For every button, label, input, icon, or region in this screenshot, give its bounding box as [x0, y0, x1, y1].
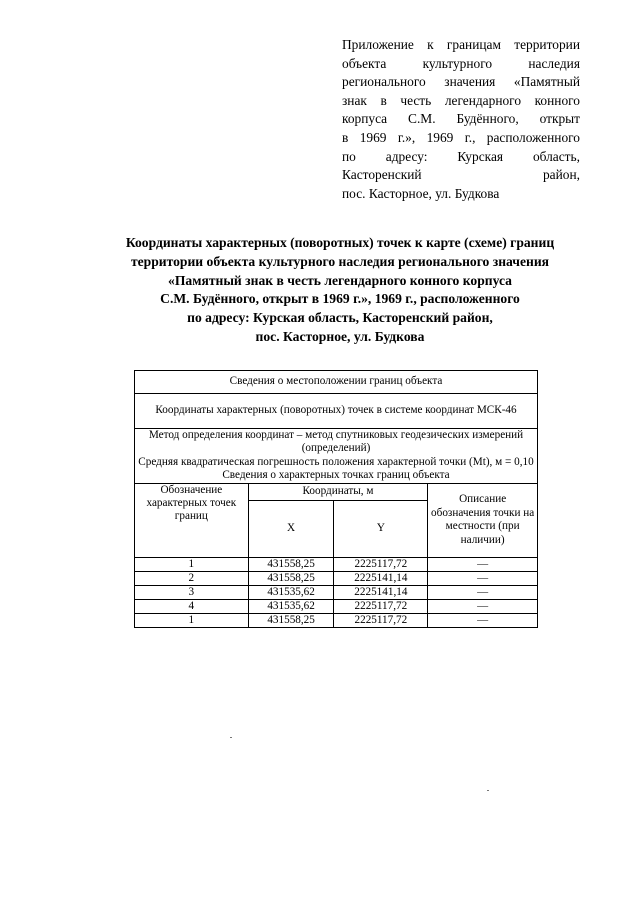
appendix-line: пос. Касторное, ул. Будкова	[342, 185, 500, 201]
title-line: С.М. Будённого, открыт в 1969 г.», 1969 г., расположенного	[160, 291, 520, 307]
method-cell	[135, 429, 538, 484]
table-row	[135, 613, 538, 627]
col-header-y: Y	[334, 500, 428, 557]
coord-system-cell: Координаты характерных (поворотных) точек в системе координат МСК-46	[135, 394, 538, 429]
cell-point: 1	[135, 613, 249, 627]
appendix-line: объекта культурного наследия	[342, 55, 580, 71]
location-info-header: Сведения о местоположении границ объекта	[135, 371, 538, 394]
scan-mark	[230, 737, 232, 738]
cell-y: 2225141,14	[334, 571, 428, 585]
cell-desc: —	[428, 613, 538, 627]
cell-x: 431535,62	[248, 585, 334, 599]
appendix-line: знак в честь легендарного конного	[342, 92, 580, 108]
appendix-line: Касторенский район,	[342, 167, 580, 183]
table-row	[135, 599, 538, 613]
coordinates-table	[134, 370, 538, 628]
appendix-line: корпуса С.М. Будённого, открыт	[342, 111, 580, 127]
cell-y: 2225117,72	[334, 613, 428, 627]
method-line: Средняя квадратическая погрешность положения характерной точки (Mt), м = 0,10	[138, 455, 534, 468]
cell-desc: —	[428, 571, 538, 585]
cell-point: 4	[135, 599, 249, 613]
cell-x: 431535,62	[248, 599, 334, 613]
col-header-point: Обозначение характерных точек границ	[135, 483, 249, 557]
cell-desc: —	[428, 599, 538, 613]
method-line: Сведения о характерных точках границ объекта	[222, 469, 450, 482]
cell-x: 431558,25	[248, 557, 334, 571]
cell-desc: —	[428, 585, 538, 599]
cell-point: 2	[135, 571, 249, 585]
table-row	[135, 571, 538, 585]
cell-y: 2225117,72	[334, 557, 428, 571]
title-line: Координаты характерных (поворотных) точек к карте (схеме) границ	[125, 235, 555, 250]
appendix-line: Приложение к границам территории	[342, 37, 580, 52]
cell-point: 1	[135, 557, 249, 571]
cell-y: 2225141,14	[334, 585, 428, 599]
cell-desc: —	[428, 557, 538, 571]
col-header-desc: Описание обозначения точки на местности (при наличии)	[428, 483, 538, 557]
title-line: территории объекта культурного наследия регионального значения	[130, 253, 550, 269]
appendix-note	[342, 36, 580, 203]
cell-y: 2225117,72	[334, 599, 428, 613]
cell-x: 431558,25	[248, 613, 334, 627]
col-header-x: X	[248, 500, 334, 557]
table-row	[135, 585, 538, 599]
document-title	[60, 234, 620, 347]
appendix-line: регионального значения «Памятный	[342, 74, 580, 90]
cell-point: 3	[135, 585, 249, 599]
method-line: Метод определения координат – метод спутниковых геодезических измерений (определений)	[148, 429, 524, 455]
scan-mark	[487, 790, 489, 791]
table-row	[135, 557, 538, 571]
col-header-coords: Координаты, м	[248, 483, 428, 500]
title-line: «Памятный знак в честь легендарного конного корпуса	[168, 272, 512, 288]
cell-x: 431558,25	[248, 571, 334, 585]
title-line: пос. Касторное, ул. Будкова	[255, 328, 425, 344]
title-line: по адресу: Курская область, Касторенский район,	[187, 310, 493, 326]
appendix-line: в 1969 г.», 1969 г., расположенного	[342, 129, 580, 145]
appendix-line: по адресу: Курская область,	[342, 148, 580, 164]
